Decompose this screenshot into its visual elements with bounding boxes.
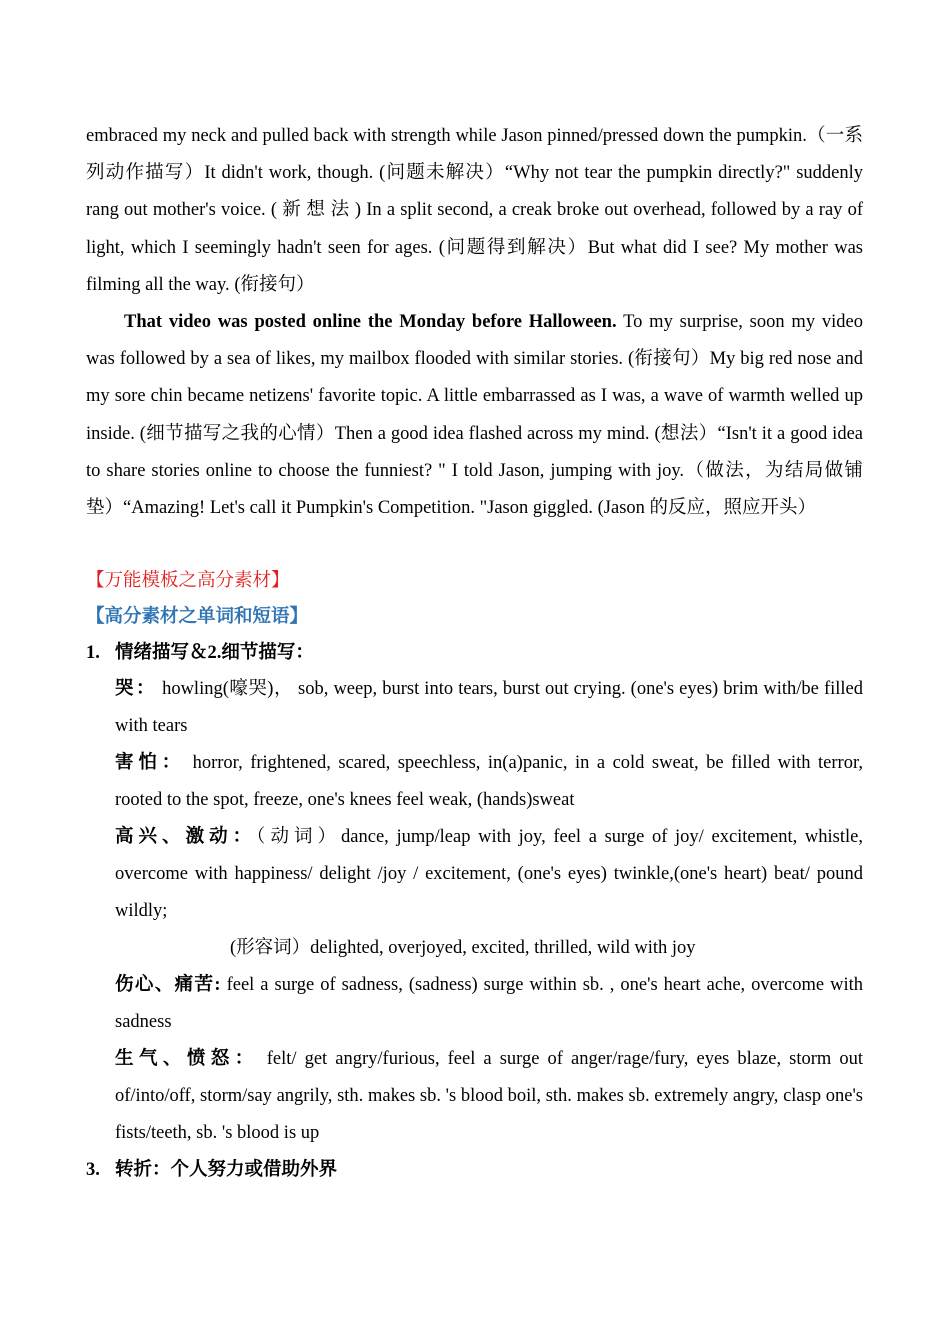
sentence: In a split second, a creak broke out overhead, followed by a ray of light, which I seemingly hadn't seen for ages. bbox=[86, 200, 863, 258]
annotation: ( 新 想 法 ) bbox=[270, 200, 362, 221]
vocab-label: 伤心、痛苦: bbox=[115, 975, 221, 996]
vocab-label: 生气、愤怒： bbox=[115, 1049, 259, 1070]
list-number: 3. bbox=[86, 1160, 100, 1181]
vocab-label: 高兴、激动： bbox=[115, 827, 257, 848]
annotation: （做法，为结局做铺垫） bbox=[86, 460, 863, 519]
vocab-text: felt/ get angry/furious, feel a surge of anger/rage/fury, eyes blaze, storm out of/into/off, storm/say angrily, sth. makes sb. 's blood boil, sth. makes sb. extremely angry, clasp one's fists/teeth, sb. 's blood is up bbox=[115, 1049, 863, 1144]
list-item-title: 情绪描写＆2.细节描写： bbox=[115, 643, 314, 664]
vocab-note: (形容词） bbox=[230, 938, 311, 959]
section-heading-vocabulary: 【高分素材之单词和短语】 bbox=[86, 607, 309, 628]
document-page bbox=[86, 118, 863, 1188]
vocab-text: howling(嚎哭)， sob, weep, burst into tears, burst out crying. (one's eyes) brim with/be filled with tears bbox=[115, 679, 863, 737]
vocab-note: （动词） bbox=[256, 827, 342, 848]
sentence: Then a good idea flashed across my mind. bbox=[334, 423, 655, 444]
vocab-label: 哭： bbox=[115, 679, 157, 700]
vocab-text: delighted, overjoyed, excited, thrilled, wild with joy bbox=[310, 938, 696, 959]
paragraph-lead-sentence: That video was posted online the Monday before Halloween. bbox=[124, 312, 617, 333]
vocab-happy bbox=[115, 819, 863, 930]
annotation: (衔接句） bbox=[234, 274, 315, 295]
annotation: (问题得到解决） bbox=[438, 237, 588, 258]
vocab-text: dance, jump/leap with joy, feel a surge of joy/ excitement, whistle, overcome with happiness/ delight /joy / excitement, (one's eyes) twinkle,(one's heart) beat/ pound wildly; bbox=[115, 827, 863, 922]
annotation: (细节描写之我的心情） bbox=[139, 423, 335, 444]
vocab-sad bbox=[115, 967, 863, 1041]
list-item-1 bbox=[86, 635, 863, 671]
sentence: “Isn't it a good idea to share stories online to choose the funniest? " I told Jason, jumping with joy. bbox=[86, 423, 863, 481]
vocab-text: feel a surge of sadness, (sadness) surge within sb. , one's heart ache, overcome with sadness bbox=[115, 975, 863, 1033]
annotation: (衔接句） bbox=[627, 349, 710, 370]
spacer bbox=[86, 527, 863, 563]
sentence: “Amazing! Let's call it Pumpkin's Competition. "Jason giggled. bbox=[123, 498, 598, 519]
annotation: （一系列动作描写） bbox=[86, 126, 863, 184]
vocab-angry bbox=[115, 1041, 863, 1152]
annotation: (Jason 的反应，照应开头） bbox=[597, 498, 817, 519]
section-heading-template: 【万能模板之高分素材】 bbox=[86, 571, 290, 592]
vocab-text: horror, frightened, scared, speechless, in(a)panic, in a cold sweat, be filled with terror, rooted to the spot, freeze, one's knees feel weak, (hands)sweat bbox=[115, 753, 863, 811]
sentence: “Why not tear the pumpkin directly?" suddenly rang out mother's voice. bbox=[86, 163, 863, 221]
list-number: 1. bbox=[86, 643, 100, 664]
vocab-label: 害怕： bbox=[115, 753, 186, 774]
sentence: To my surprise, soon my video was followed by a sea of likes, my mailbox flooded with similar stories. bbox=[86, 312, 863, 370]
sentence: embraced my neck and pulled back with strength while Jason pinned/pressed down the pumpkin. bbox=[86, 126, 807, 146]
annotation: (想法） bbox=[654, 423, 718, 444]
list-item-title: 转折：个人努力或借助外界 bbox=[115, 1160, 338, 1181]
sentence: But what did I see? My mother was filming all the way. bbox=[86, 237, 863, 295]
vocab-happy-adjectives bbox=[230, 930, 863, 967]
annotation: (问题未解决） bbox=[379, 163, 505, 184]
sentence: My big red nose and my sore chin became netizens' favorite topic. A little embarrassed as I was, a wave of warmth welled up inside. bbox=[86, 349, 863, 444]
sentence: It didn't work, though. bbox=[204, 163, 380, 184]
vocab-fear bbox=[115, 745, 863, 819]
story-paragraph-2 bbox=[86, 304, 863, 527]
story-paragraph-1 bbox=[86, 118, 863, 304]
list-item-3 bbox=[86, 1152, 863, 1188]
vocab-cry bbox=[115, 671, 863, 745]
